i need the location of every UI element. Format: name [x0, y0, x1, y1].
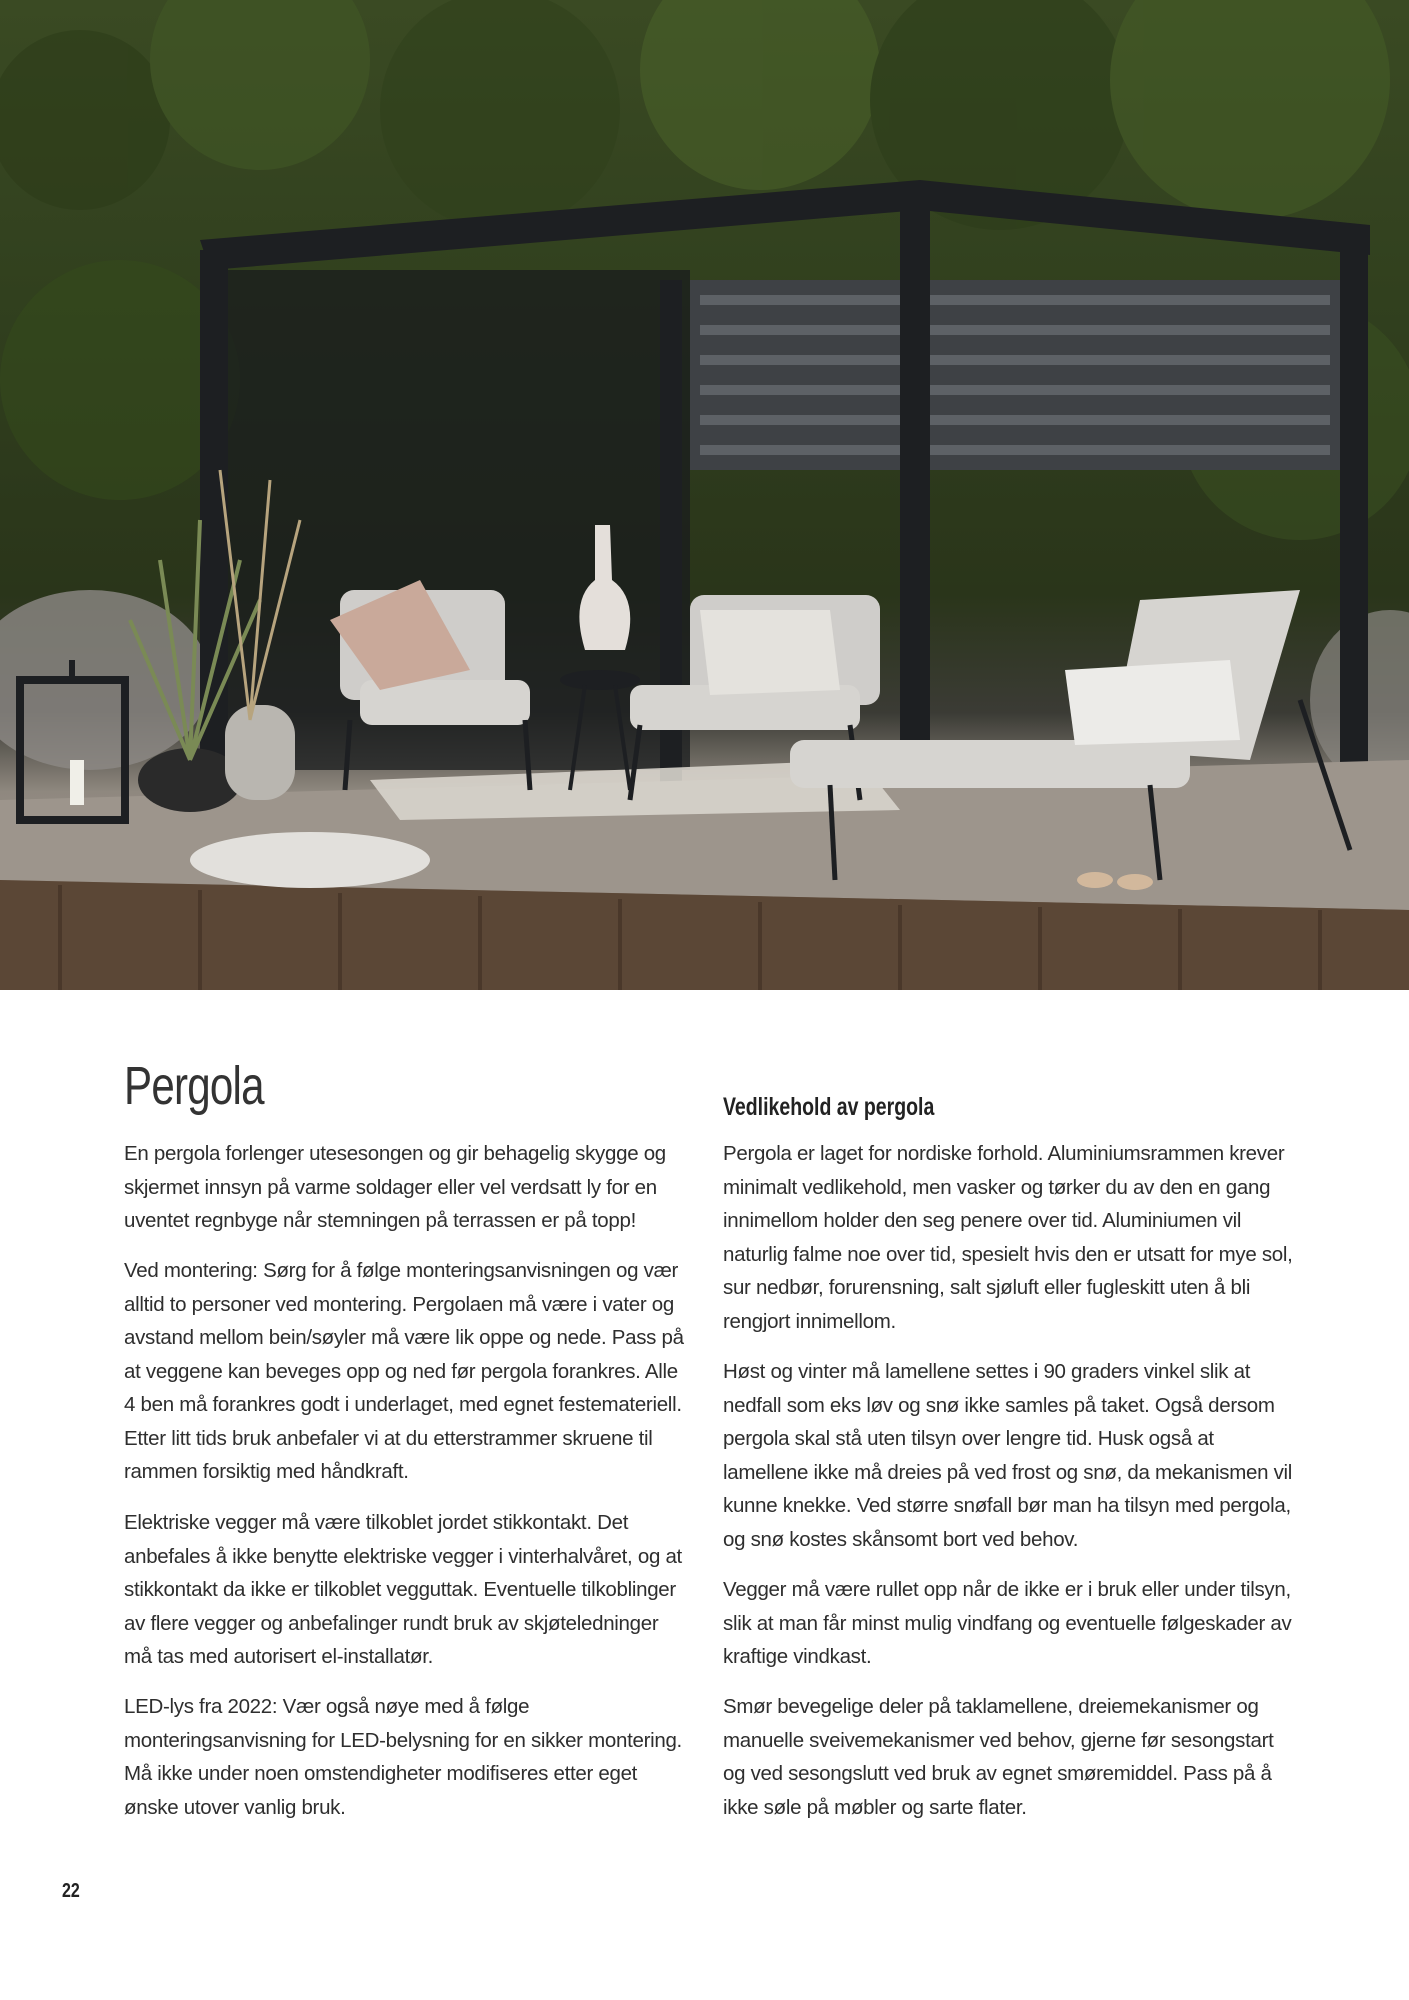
right-paragraph-4: Smør bevegelige deler på taklamellene, dreiemekanismer og manuelle sveivemekanismer ved behov, gjerne før sesongstart og ved sesongslutt ved bruk av egnet smøremiddel. Pass på å ikke søle på møbler og sarte flater. — [723, 1695, 1274, 1819]
louvre-roof — [690, 280, 1340, 470]
floor-cushion — [190, 832, 430, 888]
right-paragraph-2: Høst og vinter må lamellene settes i 90 graders vinkel slik at nedfall som eks løv og snø ikke samles på taket. Også dersom pergola skal stå uten tilsyn over lengre tid. Husk også at lamellene ikke må dreies på ved frost og snø, da mekanismen vil kunne knekke. Ved større snøfall bør man ha tilsyn med pergola, og snø kostes skånsomt bort ved behov. — [723, 1360, 1293, 1551]
left-paragraph-2: Ved montering: Sørg for å følge monteringsanvisningen og vær alltid to personer ved montering. Pergolaen må være i vater og avstand mellom bein/søyler må være lik oppe og nede. Pass på at veggene kan beveges opp og ned før pergola forankres. Alle 4 ben må forankres godt i underlaget, med egnet festemateriell. Etter litt tids bruk anbefaler vi at du etterstrammer skruene til rammen forsiktig med håndkraft. — [124, 1259, 684, 1483]
page-number: 22 — [62, 1880, 80, 1902]
left-paragraph-4: LED-lys fra 2022: Vær også nøye med å følge monteringsanvisning for LED-belysning for en sikker montering. Må ikke under noen omstendigheter modifiseres etter eget ønske utover vanlig bruk. — [124, 1695, 682, 1819]
text-content — [0, 990, 1409, 2000]
page-title: Pergola — [124, 1056, 264, 1116]
slippers — [1077, 872, 1113, 888]
maintenance-heading: Vedlikehold av pergola — [723, 1093, 935, 1121]
hero-photo — [0, 0, 1409, 990]
pergola-scene-illustration — [0, 0, 1409, 990]
right-paragraph-1: Pergola er laget for nordiske forhold. Aluminiumsrammen krever minimalt vedlikehold, men vasker og tørker du av den en gang innimellom holder den seg penere over tid. Aluminiumen vil naturlig falme noe over tid, spesielt hvis den er utsatt for mye sol, sur nedbør, forurensning, salt sjøluft eller fugleskitt uten å bli rengjort innimellom. — [723, 1142, 1293, 1333]
right-paragraph-3: Vegger må være rullet opp når de ikke er i bruk eller under tilsyn, slik at man får minst mulig vindfang og eventuelle følgeskader av kraftige vindkast. — [723, 1578, 1292, 1668]
left-paragraph-1: En pergola forlenger utesesongen og gir behagelig skygge og skjermet innsyn på varme soldager eller vel verdsatt ly for en uventet regnbyge når stemningen på terrassen er på topp! — [124, 1142, 666, 1232]
left-paragraph-3: Elektriske vegger må være tilkoblet jordet stikkontakt. Det anbefales å ikke benytte elektriske vegger i vinterhalvåret, og at stikkontakt da ikke er tilkoblet vegguttak. Eventuelle tilkoblinger av flere vegger og anbefalinger rundt bruk av skjøteledninger må tas med autorisert el-installatør. — [124, 1511, 682, 1668]
